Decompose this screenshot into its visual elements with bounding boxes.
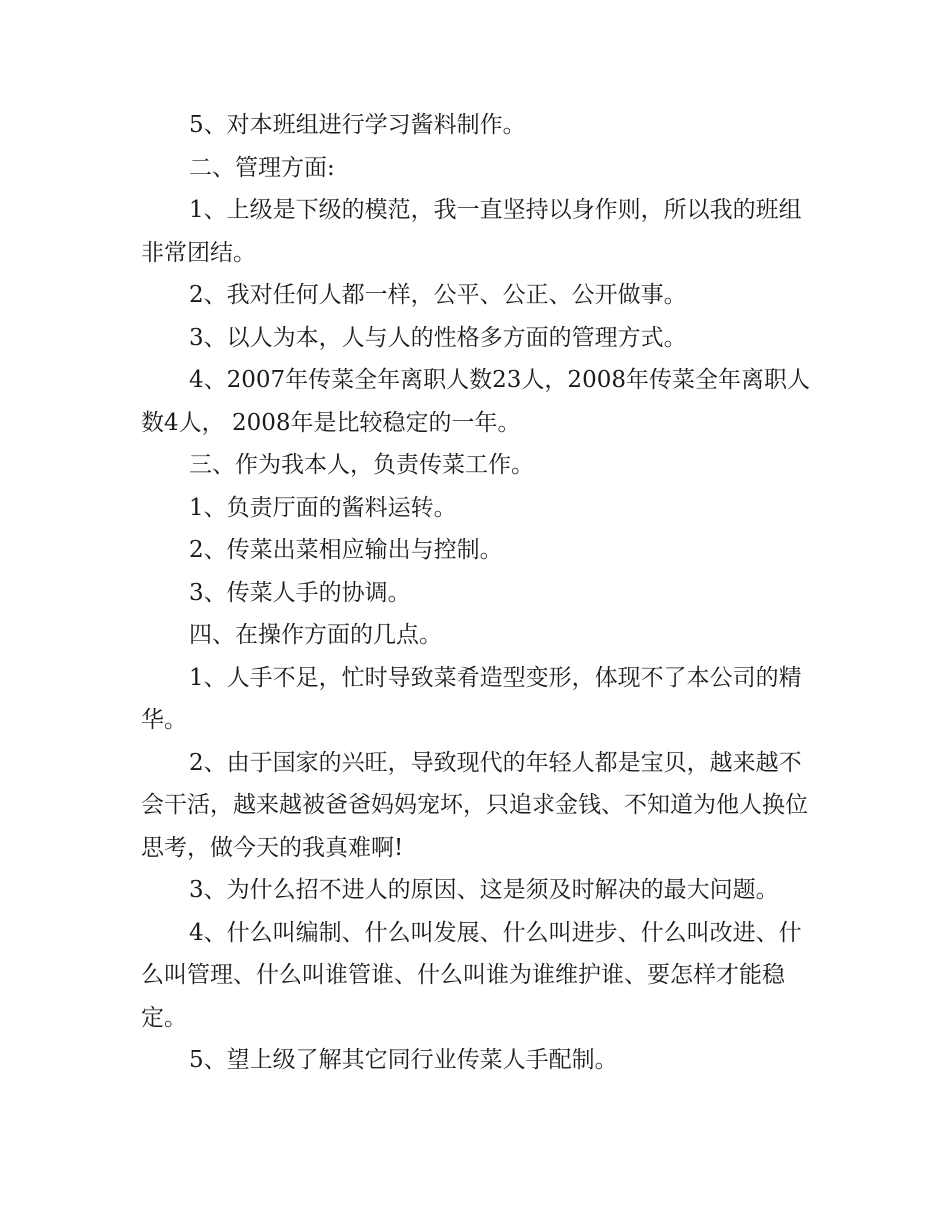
paragraph-operations-2: 2、由于国家的兴旺，导致现代的年轻人都是宝贝，越来越不会干活，越来越被爸爸妈妈宠坏，只追求金钱、不知道为他人换位思考，做今天的我真难啊!	[141, 749, 808, 861]
section-heading-operations: 四、在操作方面的几点。	[189, 622, 442, 648]
paragraph-management-1: 1、上级是下级的模范，我一直坚持以身作则，所以我的班组非常团结。	[141, 197, 802, 266]
paragraph-management-2: 2、我对任何人都一样，公平、公正、公开做事。	[189, 282, 687, 308]
paragraph-operations-4: 4、什么叫编制、什么叫发展、什么叫进步、什么叫改进、什么叫管理、什么叫谁管谁、什么叫谁为谁维护谁、要怎样才能稳定。	[141, 919, 802, 1031]
section-heading-management: 二、管理方面:	[189, 154, 335, 181]
paragraph-item-5-sauce-training: 5、对本班组进行学习酱料制作。	[189, 112, 526, 138]
document-body	[141, 104, 811, 1082]
paragraph-operations-5: 5、望上级了解其它同行业传菜人手配制。	[189, 1047, 618, 1073]
section-heading-personal-duties: 三、作为我本人，负责传菜工作。	[189, 452, 534, 478]
paragraph-management-4: 4、2007年传菜全年离职人数23人，2008年传菜全年离职人数4人， 2008年是比较稳定的一年。	[141, 367, 810, 436]
paragraph-operations-1: 1、人手不足，忙时导致菜肴造型变形，体现不了本公司的精华。	[141, 664, 802, 733]
paragraph-duty-1: 1、负责厅面的酱料运转。	[189, 494, 457, 521]
paragraph-operations-3: 3、为什么招不进人的原因、这是须及时解决的最大问题。	[189, 877, 779, 903]
paragraph-duty-3: 3、传菜人手的协调。	[189, 579, 411, 606]
paragraph-duty-2: 2、传菜出菜相应输出与控制。	[189, 537, 503, 563]
paragraph-management-3: 3、以人为本，人与人的性格多方面的管理方式。	[189, 324, 687, 351]
